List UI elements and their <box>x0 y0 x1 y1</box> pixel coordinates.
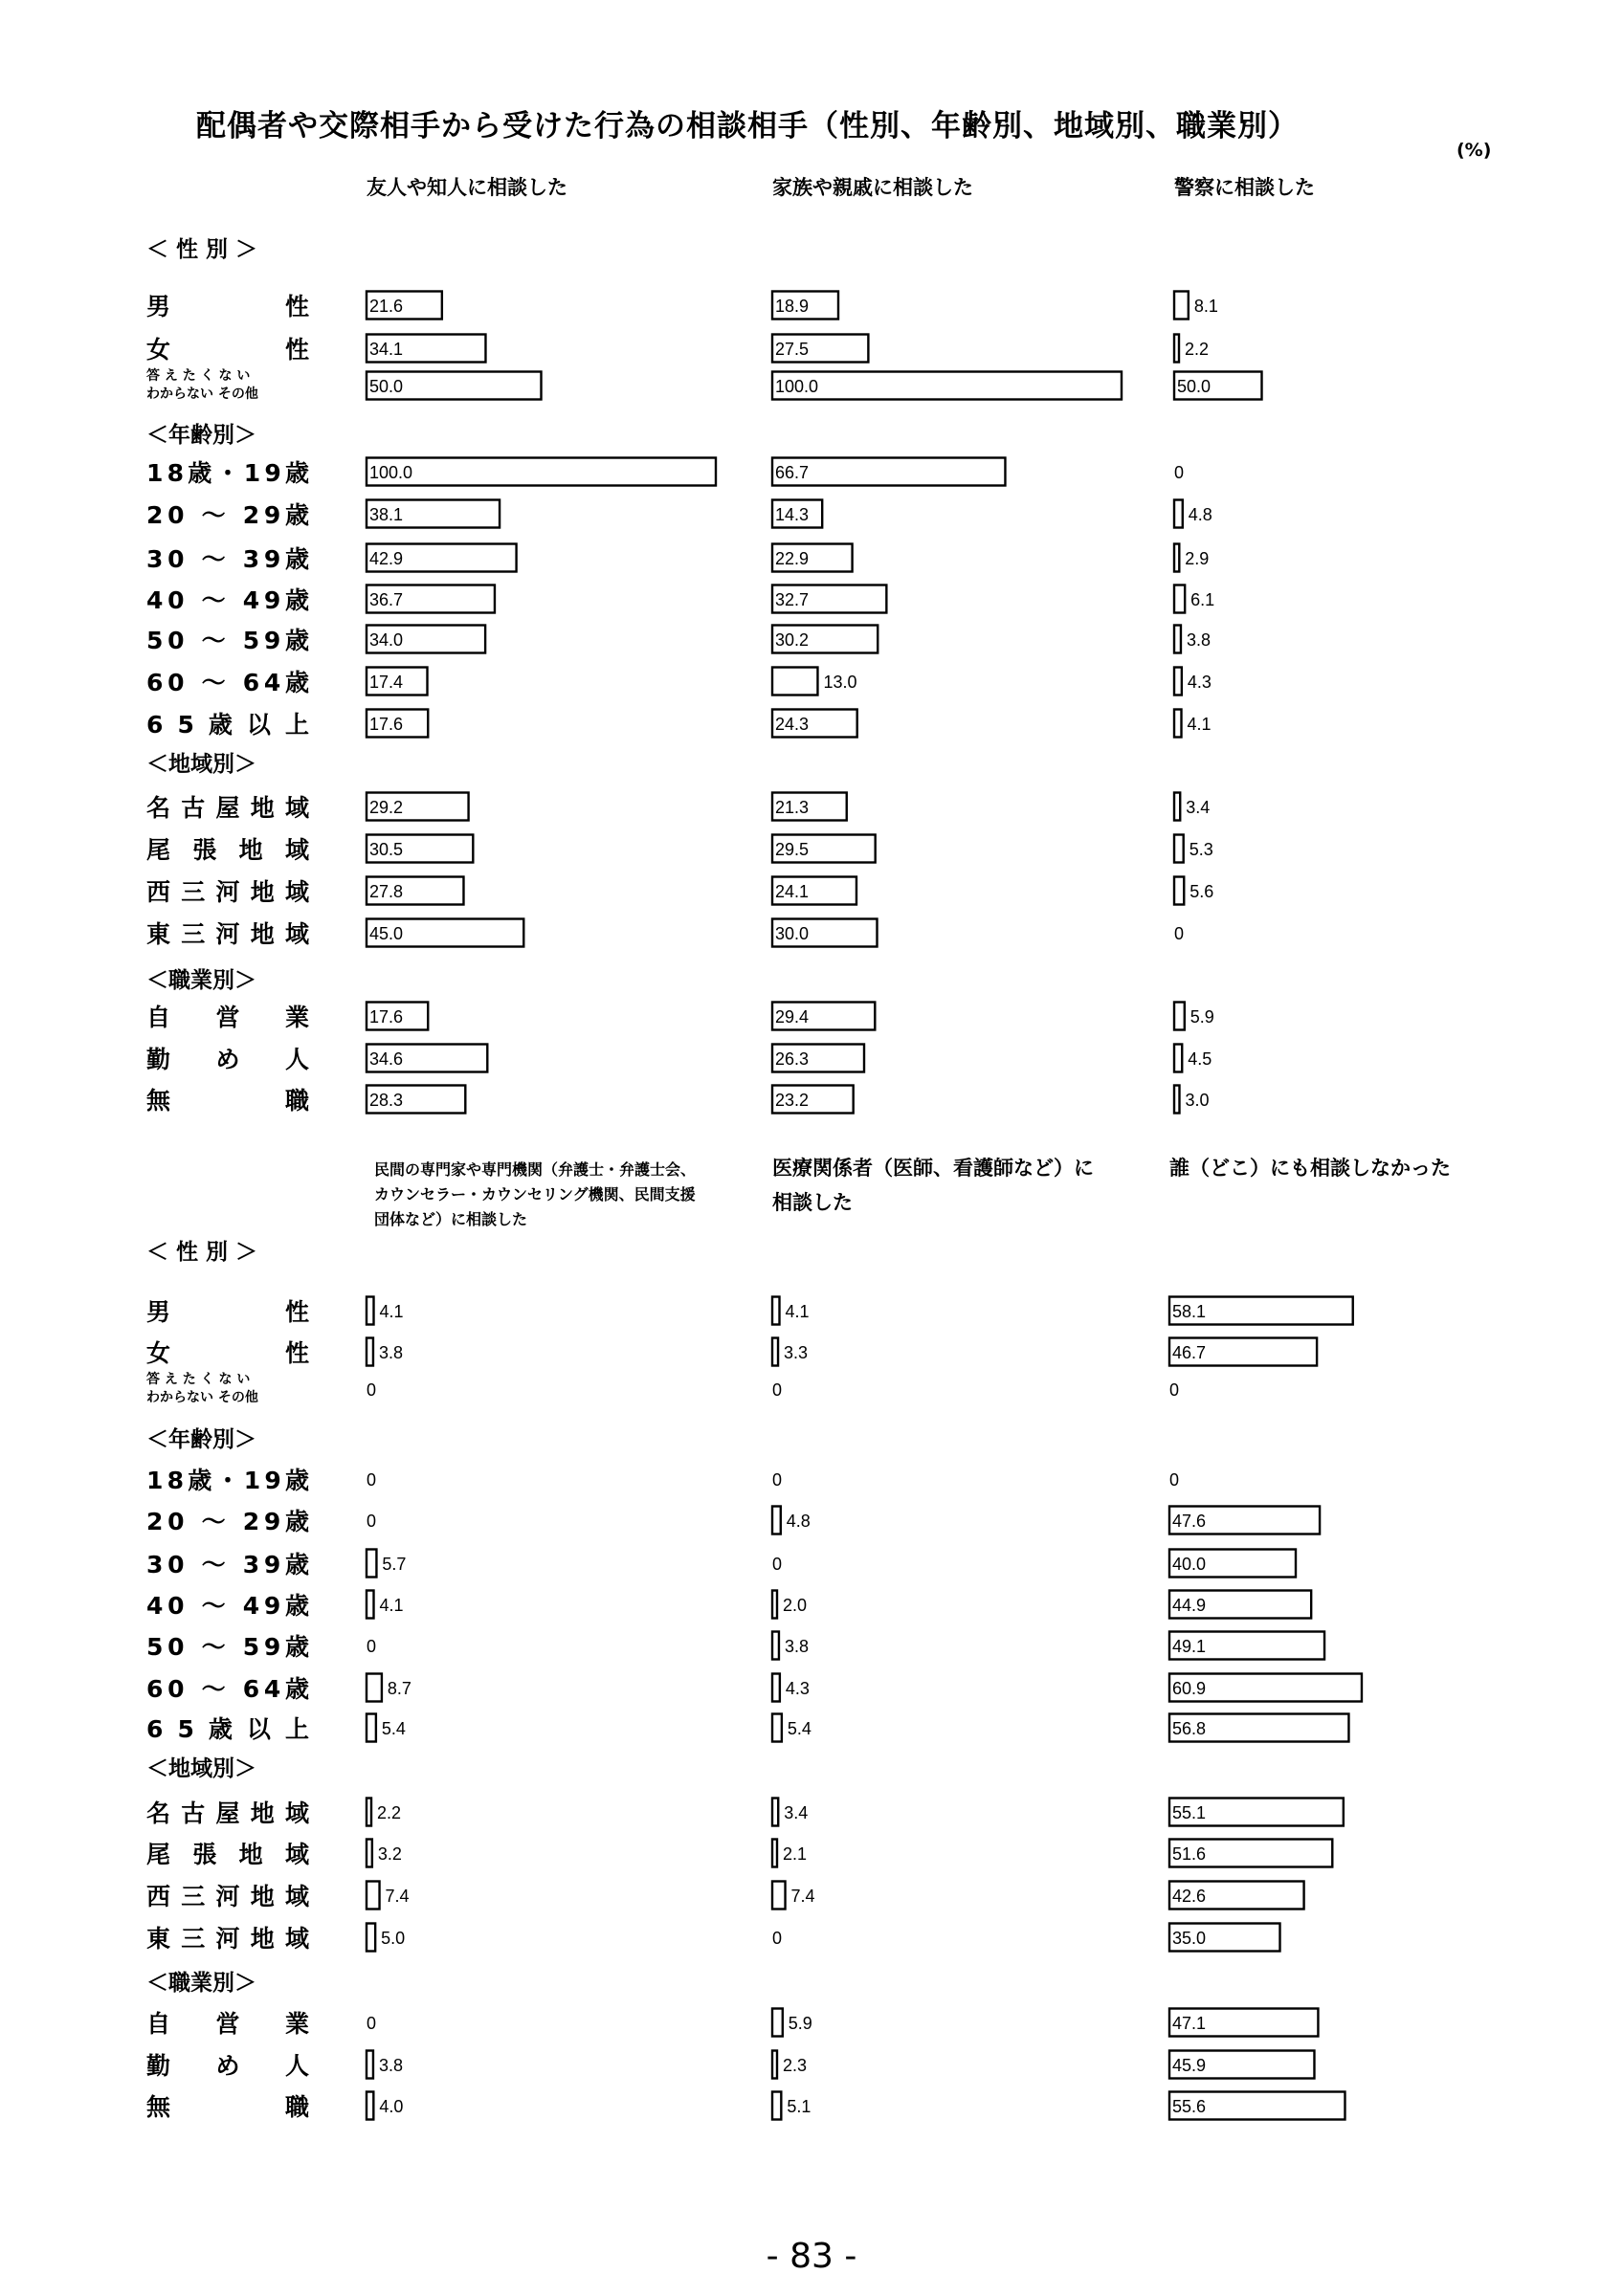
value-label: 6.1 <box>1190 590 1215 609</box>
value-label: 45.9 <box>1172 2056 1207 2075</box>
bar <box>1174 835 1184 863</box>
value-label: 49.1 <box>1172 1637 1207 1656</box>
bar <box>367 458 716 486</box>
bar <box>1174 1086 1179 1114</box>
category-label: 40 ～ 49歳 <box>146 586 309 614</box>
bar <box>772 668 817 695</box>
value-label: 5.1 <box>787 2097 812 2116</box>
bar <box>772 372 1122 400</box>
bar <box>367 1924 375 1952</box>
value-label: 0 <box>1169 1470 1180 1490</box>
category-label: 50 ～ 59歳 <box>146 627 309 654</box>
category-label: 答 え た く な い <box>146 1372 251 1387</box>
group-header: ＜職業別＞ <box>146 968 256 993</box>
value-label: 2.3 <box>783 2056 808 2075</box>
bar <box>772 2051 777 2079</box>
page-title: 配偶者や交際相手から受けた行為の相談相手（性別、年齢別、地域別、職業別） <box>196 109 1299 144</box>
category-label: 西 三 河 地 域 <box>146 878 309 906</box>
value-label: 2.9 <box>1185 549 1210 568</box>
value-label: 36.7 <box>369 590 404 609</box>
value-label: 47.1 <box>1172 2014 1207 2033</box>
value-label: 40.0 <box>1172 1555 1207 1574</box>
value-label: 3.8 <box>1186 630 1211 650</box>
category-label: 18歳・19歳 <box>146 459 309 487</box>
value-label: 4.0 <box>379 2097 404 2116</box>
value-label: 24.3 <box>775 715 810 734</box>
value-label: 4.1 <box>379 1302 404 1321</box>
value-label: 56.8 <box>1172 1719 1207 1738</box>
category-label: 男 性 <box>146 1298 309 1326</box>
value-label: 42.9 <box>369 549 404 568</box>
bar <box>1174 793 1180 821</box>
category-label: 答 え た く な い <box>146 368 251 384</box>
category-label: わからない その他 <box>146 386 258 402</box>
bar <box>367 1799 371 1826</box>
bar <box>1174 710 1182 738</box>
category-label: 無 職 <box>146 2093 309 2121</box>
category-label: 30 ～ 39歳 <box>146 1551 309 1578</box>
bar <box>1174 500 1183 528</box>
bar <box>1174 544 1179 572</box>
bar <box>772 1840 777 1867</box>
group-header: ＜地域別＞ <box>146 752 256 777</box>
value-label: 100.0 <box>369 463 413 482</box>
value-label: 23.2 <box>775 1091 810 1110</box>
bar <box>367 1840 372 1867</box>
series-header: 友人や知人に相談した <box>367 176 567 199</box>
value-label: 32.7 <box>775 590 810 609</box>
series-header: 民間の専門家や専門機関（弁護士・弁護士会、 <box>374 1160 697 1179</box>
value-label: 4.5 <box>1188 1049 1212 1069</box>
bar <box>772 1338 778 1366</box>
value-label: 26.3 <box>775 1049 810 1069</box>
value-label: 30.0 <box>775 924 810 943</box>
value-label: 3.0 <box>1185 1091 1210 1110</box>
value-label: 3.4 <box>1186 798 1211 817</box>
value-label: 29.5 <box>775 840 810 859</box>
category-label: 名 古 屋 地 域 <box>146 794 309 822</box>
value-label: 30.2 <box>775 630 810 650</box>
category-label: 名 古 屋 地 域 <box>146 1799 309 1827</box>
value-label: 0 <box>367 1380 377 1400</box>
bar <box>772 1297 780 1325</box>
bar <box>367 1338 373 1366</box>
series-header: 家族や親戚に相談した <box>772 176 973 199</box>
value-label: 35.0 <box>1172 1929 1207 1948</box>
value-label: 17.6 <box>369 1007 404 1027</box>
category-label: 20 ～ 29歳 <box>146 501 309 529</box>
bar <box>367 1550 376 1578</box>
value-label: 55.6 <box>1172 2097 1207 2116</box>
category-label: 尾 張 地 域 <box>146 1841 309 1868</box>
series-header: 団体など）に相談した <box>374 1210 528 1228</box>
category-label: 40 ～ 49歳 <box>146 1592 309 1620</box>
value-label: 0 <box>1174 924 1185 943</box>
value-label: 5.6 <box>1189 882 1214 901</box>
value-label: 8.7 <box>387 1679 411 1698</box>
category-label: 無 職 <box>146 1087 309 1115</box>
bar <box>772 1632 779 1660</box>
bar <box>367 2092 373 2120</box>
value-label: 14.3 <box>775 505 810 524</box>
bar <box>772 2009 783 2037</box>
bar <box>772 1674 780 1702</box>
category-label: 東 三 河 地 域 <box>146 1925 309 1953</box>
value-label: 5.7 <box>382 1555 407 1574</box>
value-label: 0 <box>772 1470 783 1490</box>
group-header: ＜地域別＞ <box>146 1756 256 1781</box>
value-label: 3.8 <box>378 2056 403 2075</box>
series-header: 警察に相談した <box>1174 176 1315 199</box>
value-label: 51.6 <box>1172 1844 1207 1864</box>
category-label: 6 5 歳 以 上 <box>146 1715 309 1743</box>
value-label: 34.6 <box>369 1049 404 1069</box>
bar <box>1174 1045 1182 1072</box>
category-label: 男 性 <box>146 293 309 320</box>
bar <box>1174 668 1182 695</box>
value-label: 2.1 <box>783 1844 808 1864</box>
category-label: 50 ～ 59歳 <box>146 1633 309 1661</box>
bar <box>772 1882 786 1910</box>
bar <box>367 2051 373 2079</box>
value-label: 34.0 <box>369 630 404 650</box>
value-label: 5.3 <box>1189 840 1213 859</box>
value-label: 34.1 <box>369 340 404 359</box>
value-label: 45.0 <box>369 924 404 943</box>
bar <box>1174 877 1184 905</box>
value-label: 60.9 <box>1172 1679 1207 1698</box>
group-header: ＜ 性 別 ＞ <box>146 1240 258 1265</box>
value-label: 0 <box>367 1512 377 1531</box>
value-label: 22.9 <box>775 549 810 568</box>
value-label: 21.6 <box>369 297 404 316</box>
value-label: 0 <box>772 1929 783 1948</box>
series-header: 相談した <box>772 1191 853 1214</box>
value-label: 4.8 <box>786 1512 811 1531</box>
value-label: 66.7 <box>775 463 810 482</box>
value-label: 0 <box>1169 1380 1180 1400</box>
value-label: 4.3 <box>1187 673 1212 692</box>
bar <box>1174 292 1189 320</box>
value-label: 17.6 <box>369 715 404 734</box>
value-label: 0 <box>367 1637 377 1656</box>
bar <box>772 1591 777 1619</box>
category-label: 女 性 <box>146 1339 309 1367</box>
bar <box>1174 626 1181 653</box>
bar <box>1174 1003 1185 1030</box>
category-label: 60 ～ 64歳 <box>146 669 309 696</box>
value-label: 3.8 <box>378 1343 403 1362</box>
category-label: わからない その他 <box>146 1390 258 1405</box>
category-label: 女 性 <box>146 336 309 364</box>
value-label: 0 <box>1174 463 1185 482</box>
category-label: 6 5 歳 以 上 <box>146 711 309 739</box>
bar <box>367 1297 374 1325</box>
series-header: 誰（どこ）にも相談しなかった <box>1169 1157 1451 1180</box>
bar <box>772 2092 781 2120</box>
value-label: 4.1 <box>1187 715 1212 734</box>
value-label: 27.5 <box>775 340 810 359</box>
bar <box>367 1591 374 1619</box>
category-label: 18歳・19歳 <box>146 1467 309 1494</box>
value-label: 24.1 <box>775 882 810 901</box>
category-label: 東 三 河 地 域 <box>146 920 309 948</box>
value-label: 5.9 <box>788 2014 812 2033</box>
value-label: 2.0 <box>783 1596 808 1615</box>
category-label: 20 ～ 29歳 <box>146 1508 309 1535</box>
value-label: 5.4 <box>381 1719 406 1738</box>
value-label: 47.6 <box>1172 1512 1207 1531</box>
value-label: 4.3 <box>785 1679 810 1698</box>
value-label: 3.8 <box>784 1637 809 1656</box>
category-label: 60 ～ 64歳 <box>146 1675 309 1703</box>
value-label: 0 <box>367 2014 377 2033</box>
value-label: 4.8 <box>1188 505 1212 524</box>
series-header: 医療関係者（医師、看護師など）に <box>772 1157 1094 1180</box>
value-label: 29.4 <box>775 1007 810 1027</box>
value-label: 13.0 <box>823 673 857 692</box>
bar <box>772 1799 778 1826</box>
value-label: 100.0 <box>775 377 819 396</box>
value-label: 3.4 <box>784 1803 809 1822</box>
bar <box>772 1507 781 1534</box>
value-label: 17.4 <box>369 673 404 692</box>
category-label: 自 営 業 <box>146 2010 309 2038</box>
value-label: 3.2 <box>377 1844 402 1864</box>
bar <box>1174 335 1179 363</box>
bar <box>772 1714 782 1742</box>
value-label: 29.2 <box>369 798 404 817</box>
value-label: 58.1 <box>1172 1302 1207 1321</box>
value-label: 0 <box>367 1470 377 1490</box>
value-label: 21.3 <box>775 798 810 817</box>
value-label: 2.2 <box>377 1803 402 1822</box>
category-label: 尾 張 地 域 <box>146 836 309 864</box>
bar <box>367 1882 380 1910</box>
value-label: 5.0 <box>381 1929 406 1948</box>
value-label: 0 <box>772 1555 783 1574</box>
group-header: ＜年齢別＞ <box>146 1427 256 1452</box>
category-label: 勤 め 人 <box>146 2052 309 2080</box>
value-label: 4.1 <box>785 1302 810 1321</box>
category-label: 自 営 業 <box>146 1004 309 1031</box>
value-label: 50.0 <box>1177 377 1212 396</box>
value-label: 44.9 <box>1172 1596 1207 1615</box>
value-label: 8.1 <box>1193 297 1218 316</box>
value-label: 50.0 <box>369 377 404 396</box>
value-label: 28.3 <box>369 1091 404 1110</box>
value-label: 46.7 <box>1172 1343 1207 1362</box>
group-header: ＜ 性 別 ＞ <box>146 237 258 262</box>
value-label: 27.8 <box>369 882 404 901</box>
value-label: 3.3 <box>784 1343 809 1362</box>
value-label: 2.2 <box>1185 340 1210 359</box>
unit-label: (%) <box>1456 140 1492 161</box>
series-header: カウンセラー・カウンセリング機関、民間支援 <box>374 1185 696 1203</box>
group-header: ＜職業別＞ <box>146 1971 256 1996</box>
group-header: ＜年齢別＞ <box>146 423 256 448</box>
value-label: 5.4 <box>787 1719 812 1738</box>
value-label: 0 <box>772 1380 783 1400</box>
value-label: 18.9 <box>775 297 810 316</box>
value-label: 30.5 <box>369 840 404 859</box>
bar <box>1174 585 1185 613</box>
bar <box>367 1714 376 1742</box>
value-label: 42.6 <box>1172 1887 1207 1906</box>
category-label: 西 三 河 地 域 <box>146 1883 309 1910</box>
bar <box>367 1674 382 1702</box>
category-label: 勤 め 人 <box>146 1046 309 1073</box>
page-number: - 83 - <box>766 2237 857 2276</box>
value-label: 7.4 <box>790 1887 815 1906</box>
category-label: 30 ～ 39歳 <box>146 545 309 573</box>
value-label: 4.1 <box>379 1596 404 1615</box>
value-label: 55.1 <box>1172 1803 1207 1822</box>
value-label: 38.1 <box>369 505 404 524</box>
value-label: 7.4 <box>385 1887 410 1906</box>
value-label: 5.9 <box>1189 1007 1214 1027</box>
